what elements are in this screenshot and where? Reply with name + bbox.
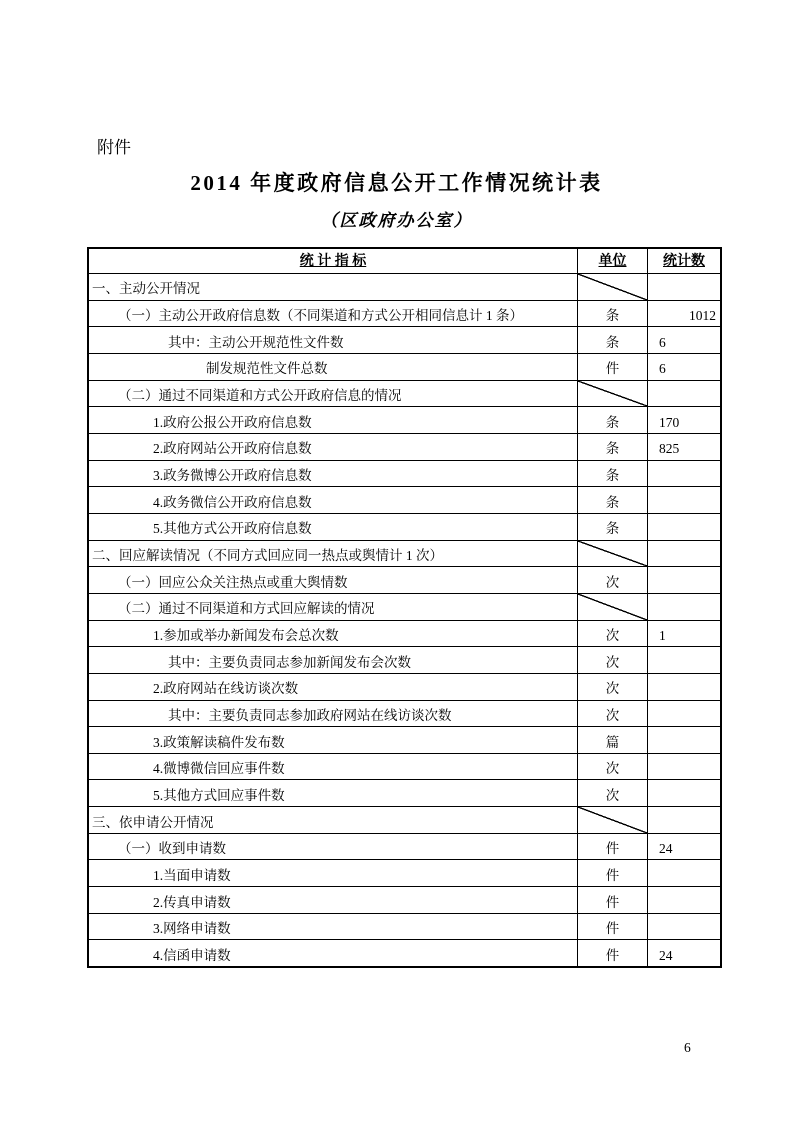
unit-cell [578, 487, 648, 513]
table-row [89, 834, 720, 861]
indicator-cell [89, 461, 578, 487]
indicator-cell [89, 834, 578, 860]
table-row [89, 327, 720, 354]
indicator-label: 1.政府公报公开政府信息数 [153, 414, 312, 430]
unit-cell [578, 727, 648, 753]
count-cell [648, 487, 720, 513]
unit-cell [578, 461, 648, 487]
indicator-label: （二）通过不同渠道和方式公开政府信息的情况 [118, 388, 402, 404]
unit-cell [578, 754, 648, 780]
unit-cell [578, 780, 648, 806]
count-value: 24 [659, 841, 673, 857]
count-cell [648, 647, 720, 673]
header-unit-cell [578, 249, 648, 273]
table-row [89, 674, 720, 701]
table-row [89, 567, 720, 594]
unit-cell [578, 914, 648, 940]
unit-label: 次 [605, 787, 620, 803]
unit-cell [578, 381, 648, 407]
count-cell [648, 807, 720, 833]
unit-cell [578, 834, 648, 860]
indicator-cell [89, 567, 578, 593]
count-value: 24 [659, 947, 673, 963]
indicator-cell [89, 647, 578, 673]
indicator-label: （一）收到申请数 [118, 841, 226, 857]
unit-label: 条 [605, 441, 620, 457]
unit-cell [578, 354, 648, 380]
indicator-label: 其中：主要负责同志参加新闻发布会次数 [168, 654, 411, 670]
table-row [89, 940, 720, 966]
header-unit-label: 单位 [598, 254, 627, 270]
indicator-label: 2.政府网站在线访谈次数 [153, 681, 299, 697]
unit-cell [578, 621, 648, 647]
count-cell [648, 327, 720, 353]
count-cell [648, 940, 720, 966]
count-cell [648, 461, 720, 487]
table-row [89, 461, 720, 488]
indicator-label: 1.参加或举办新闻发布会总次数 [153, 628, 339, 644]
table-row [89, 860, 720, 887]
unit-label: 次 [605, 654, 620, 670]
table-row [89, 727, 720, 754]
count-cell [648, 541, 720, 567]
indicator-label: 3.政务微博公开政府信息数 [153, 468, 312, 484]
indicator-cell [89, 754, 578, 780]
statistics-table [87, 247, 722, 968]
indicator-label: 其中：主要负责同志参加政府网站在线访谈次数 [168, 707, 452, 723]
header-count-label: 统计数 [663, 254, 705, 270]
unit-label: 件 [605, 361, 620, 377]
indicator-label: 4.微博微信回应事件数 [153, 761, 285, 777]
unit-label: 件 [605, 947, 620, 963]
unit-cell [578, 514, 648, 540]
count-cell [648, 434, 720, 460]
table-row [89, 301, 720, 328]
indicator-label: （一）回应公众关注热点或重大舆情数 [118, 574, 348, 590]
indicator-label: 3.政策解读稿件发布数 [153, 734, 285, 750]
indicator-cell [89, 674, 578, 700]
table-row [89, 754, 720, 781]
table-row [89, 807, 720, 834]
unit-cell [578, 434, 648, 460]
table-row [89, 487, 720, 514]
indicator-label: 5.其他方式公开政府信息数 [153, 521, 312, 537]
count-cell [648, 594, 720, 620]
count-cell [648, 701, 720, 727]
indicator-cell [89, 301, 578, 327]
indicator-cell [89, 807, 578, 833]
unit-cell [578, 407, 648, 433]
indicator-label: 5.其他方式回应事件数 [153, 787, 285, 803]
unit-cell [578, 274, 648, 300]
count-cell [648, 301, 720, 327]
count-cell [648, 354, 720, 380]
count-cell [648, 860, 720, 886]
indicator-label: 其中：主动公开规范性文件数 [168, 334, 344, 350]
count-value: 825 [659, 441, 680, 457]
count-cell [648, 514, 720, 540]
indicator-cell [89, 487, 578, 513]
table-row [89, 621, 720, 648]
table-row [89, 514, 720, 541]
count-value: 170 [659, 414, 680, 430]
indicator-label: （二）通过不同渠道和方式回应解读的情况 [118, 601, 375, 617]
indicator-cell [89, 381, 578, 407]
count-cell [648, 914, 720, 940]
count-cell [648, 567, 720, 593]
table-header-row [89, 249, 720, 274]
indicator-cell [89, 541, 578, 567]
indicator-label: 4.信函申请数 [153, 947, 231, 963]
unit-cell [578, 594, 648, 620]
indicator-cell [89, 514, 578, 540]
indicator-label: 制发规范性文件总数 [206, 361, 328, 377]
indicator-cell [89, 274, 578, 300]
unit-cell [578, 807, 648, 833]
indicator-label: 3.网络申请数 [153, 921, 231, 937]
indicator-cell [89, 887, 578, 913]
indicator-label: 一、主动公开情况 [92, 281, 200, 297]
count-cell [648, 674, 720, 700]
unit-cell [578, 301, 648, 327]
indicator-label: 1.当面申请数 [153, 867, 231, 883]
unit-label: 条 [605, 308, 620, 324]
count-cell [648, 887, 720, 913]
unit-label: 件 [605, 894, 620, 910]
unit-cell [578, 860, 648, 886]
indicator-cell [89, 727, 578, 753]
unit-label: 件 [605, 867, 620, 883]
indicator-cell [89, 354, 578, 380]
indicator-label: 二、回应解读情况（不同方式回应同一热点或舆情计 1 次） [92, 548, 443, 564]
count-value: 6 [659, 334, 666, 350]
page-number: 6 [684, 1040, 691, 1055]
indicator-cell [89, 860, 578, 886]
indicator-label: 2.政府网站公开政府信息数 [153, 441, 312, 457]
unit-label: 次 [605, 681, 620, 697]
count-cell [648, 274, 720, 300]
indicator-cell [89, 407, 578, 433]
count-cell [648, 621, 720, 647]
unit-label: 件 [605, 841, 620, 857]
unit-label: 件 [605, 921, 620, 937]
indicator-cell [89, 780, 578, 806]
table-row [89, 354, 720, 381]
unit-label: 条 [605, 468, 620, 484]
unit-cell [578, 541, 648, 567]
unit-cell [578, 940, 648, 966]
indicator-cell [89, 701, 578, 727]
unit-label: 条 [605, 334, 620, 350]
indicator-label: 三、依申请公开情况 [92, 814, 214, 830]
unit-label: 条 [605, 521, 620, 537]
page-title: 2014 年度政府信息公开工作情况统计表 [190, 171, 603, 195]
unit-label: 次 [605, 628, 620, 644]
indicator-cell [89, 621, 578, 647]
table-row [89, 914, 720, 941]
count-cell [648, 780, 720, 806]
unit-label: 条 [605, 494, 620, 510]
unit-label: 篇 [605, 734, 620, 750]
table-row [89, 594, 720, 621]
unit-cell [578, 674, 648, 700]
table-row [89, 701, 720, 728]
table-row [89, 381, 720, 408]
header-count-cell [648, 249, 720, 273]
count-value: 1 [659, 628, 666, 644]
unit-cell [578, 887, 648, 913]
count-cell [648, 834, 720, 860]
table-row [89, 541, 720, 568]
unit-cell [578, 647, 648, 673]
indicator-label: 4.政务微信公开政府信息数 [153, 494, 312, 510]
count-cell [648, 727, 720, 753]
count-value: 1012 [689, 308, 716, 324]
unit-label: 条 [605, 414, 620, 430]
indicator-cell [89, 940, 578, 966]
unit-cell [578, 567, 648, 593]
unit-label: 次 [605, 761, 620, 777]
unit-label: 次 [605, 574, 620, 590]
header-indicator-cell [89, 249, 578, 273]
indicator-label: （一）主动公开政府信息数（不同渠道和方式公开相同信息计 1 条） [118, 308, 523, 324]
count-cell [648, 754, 720, 780]
header-indicator-label: 统 计 指 标 [299, 254, 367, 270]
indicator-cell [89, 594, 578, 620]
indicator-cell [89, 327, 578, 353]
indicator-cell [89, 434, 578, 460]
table-row [89, 647, 720, 674]
table-row [89, 407, 720, 434]
count-value: 6 [659, 361, 666, 377]
table-row [89, 887, 720, 914]
unit-label: 次 [605, 707, 620, 723]
indicator-cell [89, 914, 578, 940]
page-subtitle: （区政府办公室） [320, 211, 473, 230]
unit-cell [578, 701, 648, 727]
count-cell [648, 407, 720, 433]
indicator-label: 2.传真申请数 [153, 894, 231, 910]
attachment-label: 附件 [97, 138, 131, 157]
count-cell [648, 381, 720, 407]
table-row [89, 274, 720, 301]
table-row [89, 434, 720, 461]
table-row [89, 780, 720, 807]
unit-cell [578, 327, 648, 353]
